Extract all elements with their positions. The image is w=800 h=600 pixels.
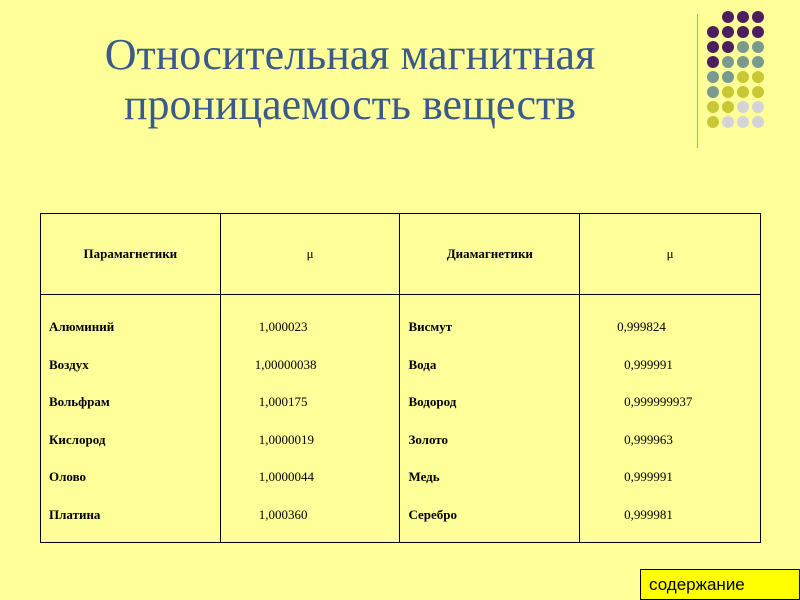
slide-title xyxy=(0,30,700,130)
diamagnetics-name-3: Водород xyxy=(408,394,457,409)
decorative-dot xyxy=(722,41,734,53)
decorative-dot xyxy=(752,56,764,68)
paramagnetics-mu-4: 1,0000019 xyxy=(258,431,314,447)
header-paramagnetics: Парамагнетики xyxy=(41,214,221,295)
decorative-divider xyxy=(697,14,698,148)
decorative-dot xyxy=(752,86,764,98)
decorative-dot xyxy=(752,116,764,128)
header-mu-para: μ xyxy=(220,214,400,295)
table-header-row xyxy=(41,214,761,295)
decorative-dot xyxy=(707,86,719,98)
paramagnetics-mu-6: 1,000360 xyxy=(258,506,308,522)
header-mu-dia: μ xyxy=(580,214,761,295)
decorative-dot xyxy=(707,116,719,128)
paramagnetics-mu-5: 1,0000044 xyxy=(258,469,314,484)
decorative-dot xyxy=(722,101,734,113)
slide-title-line-2: проницаемость веществ xyxy=(123,80,577,129)
diamagnetic-mu-cell xyxy=(580,295,761,543)
decorative-dot xyxy=(752,26,764,38)
diamagnetics-mu-6: 0,999981 xyxy=(624,506,673,522)
contents-nav-button[interactable]: содержание xyxy=(640,569,800,600)
paramagnetics-mu-2: 1,00000038 xyxy=(254,356,317,372)
decorative-dot xyxy=(752,101,764,113)
decorative-dot xyxy=(752,71,764,83)
diamagnetics-mu-1: 0,999824 xyxy=(617,319,666,334)
decorative-dot xyxy=(752,41,764,53)
paramagnetics-name-4: Кислород xyxy=(49,431,106,447)
decorative-dot xyxy=(707,56,719,68)
decorative-dot xyxy=(737,41,749,53)
diamagnetics-name-1: Висмут xyxy=(408,319,453,334)
paramagnetics-mu-1: 1,000023 xyxy=(258,319,308,334)
decorative-dot xyxy=(722,11,734,23)
diamagnetics-name-5: Медь xyxy=(408,469,440,484)
paramagnetic-names-cell xyxy=(41,295,221,543)
decorative-dot xyxy=(707,101,719,113)
slide-title-line-1: Относительная магнитная xyxy=(104,30,596,79)
paramagnetics-name-3: Вольфрам xyxy=(49,394,110,409)
table-body-row xyxy=(41,295,761,543)
decorative-dot-grid xyxy=(707,11,797,131)
permeability-table xyxy=(40,213,761,543)
decorative-dot xyxy=(722,86,734,98)
diamagnetics-name-4: Золото xyxy=(408,431,448,447)
diamagnetics-mu-2: 0,999991 xyxy=(624,356,673,372)
decorative-dot xyxy=(707,41,719,53)
paramagnetics-name-1: Алюминий xyxy=(49,319,115,334)
decorative-dot xyxy=(737,11,749,23)
diamagnetics-mu-3: 0,999999937 xyxy=(624,394,693,409)
diamagnetics-mu-4: 0,999963 xyxy=(624,431,673,447)
decorative-dot xyxy=(737,86,749,98)
decorative-dot xyxy=(722,56,734,68)
paramagnetics-mu-3: 1,000175 xyxy=(258,394,308,409)
paramagnetic-mu-cell xyxy=(220,295,400,543)
diamagnetics-name-2: Вода xyxy=(408,356,437,372)
decorative-dot xyxy=(737,116,749,128)
decorative-dot xyxy=(722,71,734,83)
paramagnetics-name-2: Воздух xyxy=(49,356,89,372)
diamagnetics-name-6: Серебро xyxy=(408,506,458,522)
decorative-dot xyxy=(707,26,719,38)
decorative-dot xyxy=(737,56,749,68)
paramagnetics-name-5: Олово xyxy=(49,469,87,484)
diamagnetics-mu-5: 0,999991 xyxy=(624,469,673,484)
header-diamagnetics: Диамагнетики xyxy=(400,214,580,295)
paramagnetics-name-6: Платина xyxy=(49,506,101,522)
decorative-dot xyxy=(707,71,719,83)
decorative-dot xyxy=(737,26,749,38)
decorative-dot xyxy=(722,116,734,128)
diamagnetic-names-cell xyxy=(400,295,580,543)
decorative-dot xyxy=(737,101,749,113)
decorative-dot xyxy=(737,71,749,83)
decorative-dot xyxy=(722,26,734,38)
decorative-dot xyxy=(752,11,764,23)
